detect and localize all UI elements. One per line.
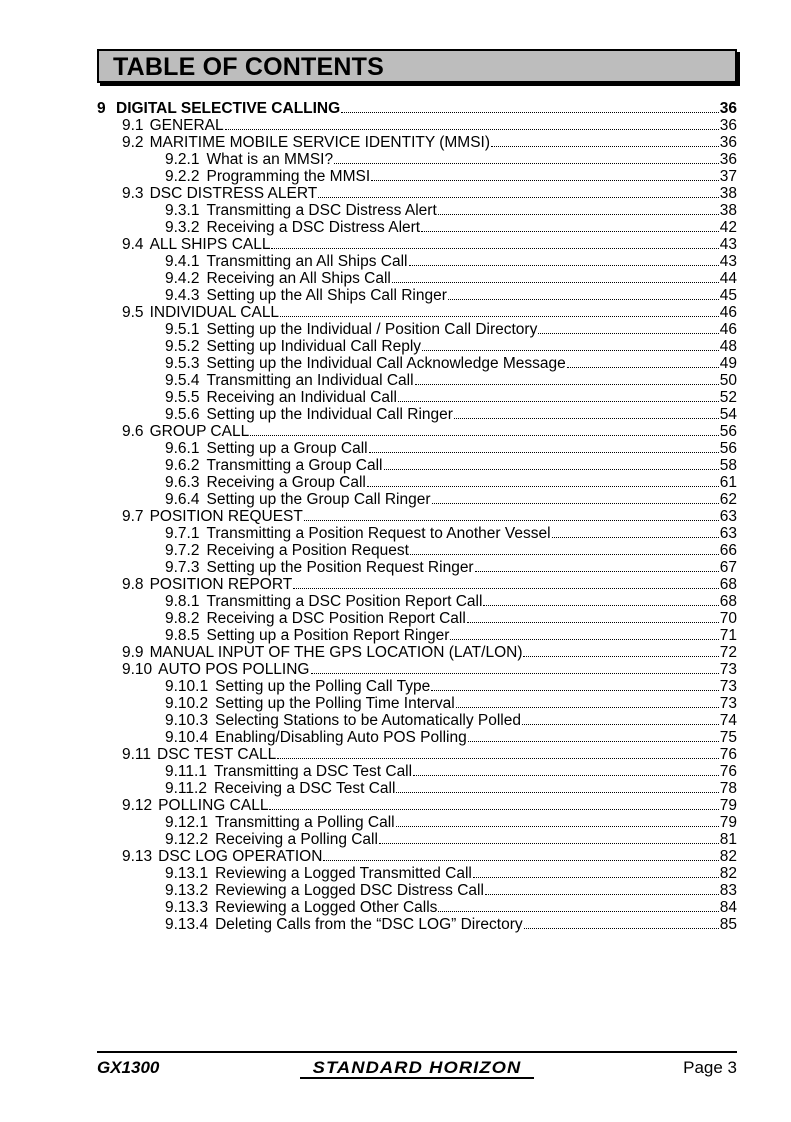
toc-entry[interactable] <box>97 678 737 695</box>
toc-entry-number: 9.8.2 <box>165 610 200 627</box>
toc-dot-leader <box>409 265 719 266</box>
toc-entry-label: Selecting Stations to be Automatically Polled <box>215 712 521 729</box>
toc-entry-number: 9.13 <box>122 848 153 865</box>
toc-entry-label: ALL SHIPS CALL <box>149 236 271 253</box>
toc-entry-page: 49 <box>719 355 737 372</box>
toc-dot-leader <box>450 639 718 640</box>
toc-entry[interactable] <box>97 814 737 831</box>
toc-entry-number: 9.6.4 <box>165 491 200 508</box>
toc-entry-label: Receiving an Individual Call <box>206 389 397 406</box>
footer-brand-underline <box>300 1077 534 1079</box>
toc-entry-label: Setting up the Polling Call Type <box>215 678 431 695</box>
toc-entry[interactable] <box>97 389 737 406</box>
toc-entry[interactable] <box>97 270 737 287</box>
toc-dot-leader <box>293 588 719 589</box>
toc-entry-page: 84 <box>719 899 737 916</box>
toc-entry-label: GROUP CALL <box>149 423 250 440</box>
toc-entry-number: 9.5.2 <box>165 338 200 355</box>
toc-entry-label: Transmitting a Position Request to Another Vessel <box>206 525 551 542</box>
toc-entry-label: Receiving a Position Request <box>206 542 409 559</box>
toc-entry-label: POSITION REPORT <box>149 576 293 593</box>
toc-entry[interactable] <box>97 202 737 219</box>
toc-entry-label: Setting up the Polling Time Interval <box>215 695 455 712</box>
toc-entry[interactable] <box>97 882 737 899</box>
toc-entry-page: 38 <box>719 185 737 202</box>
toc-entry-number: 9.5.1 <box>165 321 200 338</box>
toc-entry-number: 9.3 <box>122 185 144 202</box>
toc-entry-number: 9.11.2 <box>165 780 207 797</box>
toc-entry-label: What is an MMSI? <box>206 151 334 168</box>
toc-dot-leader <box>367 486 719 487</box>
toc-entry-page: 63 <box>719 508 737 525</box>
toc-entry-label: Reviewing a Logged Other Calls <box>215 899 438 916</box>
toc-entry-number: 9.11.1 <box>165 763 207 780</box>
toc-entry-page: 61 <box>719 474 737 491</box>
toc-entry-page: 71 <box>719 627 737 644</box>
toc-dot-leader <box>371 180 719 181</box>
toc-entry-page: 48 <box>719 338 737 355</box>
toc-entry-label: AUTO POS POLLING <box>158 661 310 678</box>
toc-entry-label: Transmitting a Group Call <box>206 457 383 474</box>
toc-entry-label: Receiving a Polling Call <box>215 831 378 848</box>
toc-entry[interactable] <box>97 695 737 712</box>
table-of-contents <box>97 100 737 933</box>
toc-dot-leader <box>277 758 719 759</box>
page-title: TABLE OF CONTENTS <box>113 53 384 81</box>
toc-entry-page: 82 <box>719 848 737 865</box>
toc-entry-number: 9 <box>97 100 106 117</box>
toc-entry-number: 9.7 <box>122 508 144 525</box>
toc-dot-leader <box>522 724 719 725</box>
toc-entry[interactable] <box>97 899 737 916</box>
toc-entry[interactable] <box>97 712 737 729</box>
toc-entry[interactable] <box>97 780 737 797</box>
toc-entry-page: 36 <box>719 134 737 151</box>
toc-dot-leader <box>454 418 719 419</box>
toc-entry-label: Deleting Calls from the “DSC LOG” Directory <box>215 916 523 933</box>
toc-entry-number: 9.8.5 <box>165 627 200 644</box>
toc-entry-label: Setting up the Individual Call Acknowledge Message <box>206 355 566 372</box>
toc-entry-page: 63 <box>719 525 737 542</box>
toc-entry-page: 52 <box>719 389 737 406</box>
toc-entry[interactable] <box>97 287 737 304</box>
toc-dot-leader <box>369 452 719 453</box>
toc-entry-number: 9.7.1 <box>165 525 200 542</box>
toc-dot-leader <box>396 792 718 793</box>
toc-entry[interactable] <box>97 168 737 185</box>
toc-entry-label: MANUAL INPUT OF THE GPS LOCATION (LAT/LON) <box>149 644 523 661</box>
toc-entry[interactable] <box>97 627 737 644</box>
toc-dot-leader <box>271 248 718 249</box>
toc-entry[interactable] <box>97 831 737 848</box>
toc-entry-number: 9.12.2 <box>165 831 209 848</box>
toc-entry[interactable] <box>97 474 737 491</box>
toc-entry-number: 9.2 <box>122 134 144 151</box>
toc-entry-label: Receiving a DSC Test Call <box>213 780 396 797</box>
toc-entry-page: 68 <box>719 576 737 593</box>
toc-title-box <box>97 49 737 83</box>
toc-entry-number: 9.12.1 <box>165 814 209 831</box>
toc-entry-number: 9.3.1 <box>165 202 200 219</box>
toc-dot-leader <box>432 503 719 504</box>
toc-entry-page: 70 <box>719 610 737 627</box>
toc-entry[interactable] <box>97 406 737 423</box>
toc-entry-number: 9.5.5 <box>165 389 200 406</box>
toc-entry-label: Setting up the Individual / Position Call Directory <box>206 321 538 338</box>
toc-entry-number: 9.5.6 <box>165 406 200 423</box>
toc-dot-leader <box>475 571 719 572</box>
footer-divider <box>97 1051 737 1053</box>
toc-entry-label: Enabling/Disabling Auto POS Polling <box>215 729 467 746</box>
toc-dot-leader <box>438 214 719 215</box>
toc-entry[interactable] <box>97 559 737 576</box>
toc-entry-label: DSC DISTRESS ALERT <box>149 185 318 202</box>
toc-dot-leader <box>415 384 719 385</box>
toc-dot-leader <box>379 843 719 844</box>
toc-dot-leader <box>304 520 719 521</box>
toc-entry[interactable] <box>97 253 737 270</box>
footer-brand-logo: STANDARD HORIZON <box>312 1058 522 1077</box>
toc-dot-leader <box>523 656 718 657</box>
toc-entry-label: Reviewing a Logged Transmitted Call <box>215 865 472 882</box>
toc-entry[interactable] <box>97 134 737 151</box>
toc-dot-leader <box>384 469 719 470</box>
toc-dot-leader <box>269 809 718 810</box>
toc-entry[interactable] <box>97 151 737 168</box>
toc-dot-leader <box>413 775 719 776</box>
toc-entry-page: 81 <box>719 831 737 848</box>
toc-dot-leader <box>398 401 719 402</box>
toc-entry-number: 9.7.3 <box>165 559 200 576</box>
toc-entry-label: Programming the MMSI <box>206 168 371 185</box>
toc-entry[interactable] <box>97 746 737 763</box>
toc-entry-label: POSITION REQUEST <box>149 508 303 525</box>
toc-entry-label: MARITIME MOBILE SERVICE IDENTITY (MMSI) <box>149 134 491 151</box>
toc-entry[interactable] <box>97 508 737 525</box>
toc-entry-page: 45 <box>719 287 737 304</box>
toc-entry[interactable] <box>97 338 737 355</box>
toc-entry[interactable] <box>97 865 737 882</box>
toc-entry-number: 9.13.2 <box>165 882 209 899</box>
toc-entry-label: DSC LOG OPERATION <box>158 848 323 865</box>
toc-entry-page: 76 <box>719 746 737 763</box>
toc-entry-page: 36 <box>719 117 737 134</box>
toc-entry[interactable] <box>97 100 737 117</box>
toc-entry-number: 9.2.1 <box>165 151 200 168</box>
toc-dot-leader <box>225 129 719 130</box>
toc-dot-leader <box>524 928 719 929</box>
toc-entry-label: Transmitting an All Ships Call <box>206 253 408 270</box>
toc-dot-leader <box>438 911 718 912</box>
toc-entry-number: 9.9 <box>122 644 144 661</box>
toc-entry-label: Transmitting a DSC Test Call <box>213 763 413 780</box>
toc-entry-page: 74 <box>719 712 737 729</box>
toc-entry-label: Receiving a Group Call <box>206 474 366 491</box>
toc-entry-page: 36 <box>719 151 737 168</box>
toc-entry[interactable] <box>97 236 737 253</box>
toc-entry-page: 62 <box>719 491 737 508</box>
toc-entry[interactable] <box>97 185 737 202</box>
toc-entry[interactable] <box>97 457 737 474</box>
toc-entry-page: 79 <box>719 814 737 831</box>
toc-entry-page: 78 <box>719 780 737 797</box>
toc-entry-page: 50 <box>719 372 737 389</box>
toc-entry-number: 9.2.2 <box>165 168 200 185</box>
toc-entry[interactable] <box>97 593 737 610</box>
toc-dot-leader <box>421 231 719 232</box>
toc-entry-page: 85 <box>719 916 737 933</box>
toc-entry-number: 9.1 <box>122 117 144 134</box>
toc-entry-page: 66 <box>719 542 737 559</box>
toc-entry-page: 58 <box>719 457 737 474</box>
toc-entry-page: 76 <box>719 763 737 780</box>
toc-entry-page: 56 <box>719 440 737 457</box>
toc-entry-label: GENERAL <box>149 117 224 134</box>
toc-entry-page: 43 <box>719 236 737 253</box>
toc-entry-label: Transmitting an Individual Call <box>206 372 414 389</box>
toc-entry[interactable] <box>97 304 737 321</box>
toc-entry-label: INDIVIDUAL CALL <box>149 304 280 321</box>
toc-entry-number: 9.13.4 <box>165 916 209 933</box>
toc-entry-label: Setting up the Individual Call Ringer <box>206 406 453 423</box>
toc-entry-page: 72 <box>719 644 737 661</box>
toc-entry-number: 9.10.2 <box>165 695 209 712</box>
toc-dot-leader <box>473 877 719 878</box>
toc-entry-number: 9.6 <box>122 423 144 440</box>
toc-entry-number: 9.3.2 <box>165 219 200 236</box>
toc-entry[interactable] <box>97 117 737 134</box>
toc-entry-number: 9.12 <box>122 797 153 814</box>
toc-entry-label: POLLING CALL <box>158 797 269 814</box>
toc-entry-number: 9.6.1 <box>165 440 200 457</box>
toc-dot-leader <box>448 299 719 300</box>
toc-dot-leader <box>491 146 719 147</box>
toc-entry-label: Reviewing a Logged DSC Distress Call <box>215 882 484 899</box>
toc-entry-number: 9.5.3 <box>165 355 200 372</box>
toc-entry-number: 9.7.2 <box>165 542 200 559</box>
toc-entry[interactable] <box>97 644 737 661</box>
toc-entry[interactable] <box>97 763 737 780</box>
toc-entry-number: 9.4.1 <box>165 253 200 270</box>
toc-entry-label: Transmitting a Polling Call <box>215 814 395 831</box>
toc-entry-number: 9.5.4 <box>165 372 200 389</box>
toc-dot-leader <box>323 860 718 861</box>
toc-dot-leader <box>341 112 719 113</box>
toc-entry-number: 9.11 <box>122 746 152 763</box>
toc-entry[interactable] <box>97 848 737 865</box>
toc-entry-page: 68 <box>719 593 737 610</box>
toc-dot-leader <box>483 605 718 606</box>
toc-entry-number: 9.10.3 <box>165 712 209 729</box>
toc-entry-page: 36 <box>719 100 737 117</box>
toc-entry-page: 73 <box>719 678 737 695</box>
footer-model: GX1300 <box>97 1058 160 1077</box>
toc-entry[interactable] <box>97 916 737 933</box>
toc-entry-page: 46 <box>719 321 737 338</box>
toc-entry-page: 42 <box>719 219 737 236</box>
toc-dot-leader <box>431 690 719 691</box>
toc-entry-number: 9.4.2 <box>165 270 200 287</box>
toc-dot-leader <box>410 554 719 555</box>
toc-entry-page: 56 <box>719 423 737 440</box>
toc-entry-number: 9.13.3 <box>165 899 209 916</box>
toc-dot-leader <box>485 894 719 895</box>
toc-dot-leader <box>422 350 719 351</box>
toc-entry[interactable] <box>97 219 737 236</box>
toc-entry-number: 9.4 <box>122 236 144 253</box>
toc-entry-label: Setting up the Position Request Ringer <box>206 559 474 576</box>
toc-entry-label: Receiving an All Ships Call <box>206 270 391 287</box>
toc-dot-leader <box>456 707 719 708</box>
toc-dot-leader <box>311 673 719 674</box>
toc-entry-page: 73 <box>719 661 737 678</box>
toc-dot-leader <box>552 537 719 538</box>
toc-entry-number: 9.8.1 <box>165 593 200 610</box>
toc-entry[interactable] <box>97 372 737 389</box>
toc-entry-page: 67 <box>719 559 737 576</box>
toc-entry-number: 9.5 <box>122 304 144 321</box>
toc-dot-leader <box>468 741 719 742</box>
toc-entry-label: Setting up a Position Report Ringer <box>206 627 450 644</box>
toc-entry[interactable] <box>97 355 737 372</box>
toc-entry-number: 9.6.3 <box>165 474 200 491</box>
toc-dot-leader <box>567 367 719 368</box>
toc-entry-number: 9.10.4 <box>165 729 209 746</box>
toc-entry[interactable] <box>97 542 737 559</box>
toc-dot-leader <box>396 826 719 827</box>
toc-dot-leader <box>334 163 719 164</box>
toc-entry[interactable] <box>97 576 737 593</box>
toc-dot-leader <box>467 622 719 623</box>
toc-entry-page: 44 <box>719 270 737 287</box>
toc-entry-page: 79 <box>719 797 737 814</box>
toc-entry-label: Setting up the All Ships Call Ringer <box>206 287 447 304</box>
toc-entry[interactable] <box>97 661 737 678</box>
toc-entry-label: Receiving a DSC Position Report Call <box>206 610 466 627</box>
toc-entry-label: Receiving a DSC Distress Alert <box>206 219 421 236</box>
toc-entry-page: 82 <box>719 865 737 882</box>
toc-dot-leader <box>250 435 719 436</box>
toc-entry[interactable] <box>97 610 737 627</box>
toc-entry-page: 38 <box>719 202 737 219</box>
toc-entry[interactable] <box>97 321 737 338</box>
toc-dot-leader <box>538 333 718 334</box>
toc-entry-label: Setting up a Group Call <box>206 440 368 457</box>
toc-entry-page: 83 <box>719 882 737 899</box>
toc-entry-page: 46 <box>719 304 737 321</box>
toc-entry-page: 54 <box>719 406 737 423</box>
toc-entry-page: 37 <box>719 168 737 185</box>
toc-entry[interactable] <box>97 440 737 457</box>
toc-entry[interactable] <box>97 423 737 440</box>
toc-entry-label: Setting up the Group Call Ringer <box>206 491 431 508</box>
footer-page-number: Page 3 <box>683 1058 737 1077</box>
toc-entry-page: 73 <box>719 695 737 712</box>
toc-entry-number: 9.8 <box>122 576 144 593</box>
toc-dot-leader <box>280 316 719 317</box>
toc-entry-number: 9.13.1 <box>165 865 209 882</box>
toc-entry-label: DIGITAL SELECTIVE CALLING <box>116 100 341 117</box>
toc-entry-number: 9.10 <box>122 661 153 678</box>
toc-entry-label: DSC TEST CALL <box>157 746 277 763</box>
toc-dot-leader <box>392 282 719 283</box>
toc-entry-label: Transmitting a DSC Distress Alert <box>206 202 437 219</box>
toc-entry[interactable] <box>97 729 737 746</box>
toc-dot-leader <box>318 197 719 198</box>
toc-entry-label: Setting up Individual Call Reply <box>206 338 422 355</box>
toc-entry[interactable] <box>97 797 737 814</box>
toc-entry-number: 9.4.3 <box>165 287 200 304</box>
toc-entry[interactable] <box>97 491 737 508</box>
toc-entry[interactable] <box>97 525 737 542</box>
toc-entry-page: 43 <box>719 253 737 270</box>
toc-entry-number: 9.6.2 <box>165 457 200 474</box>
toc-entry-page: 75 <box>719 729 737 746</box>
toc-entry-label: Transmitting a DSC Position Report Call <box>206 593 483 610</box>
toc-entry-number: 9.10.1 <box>165 678 209 695</box>
